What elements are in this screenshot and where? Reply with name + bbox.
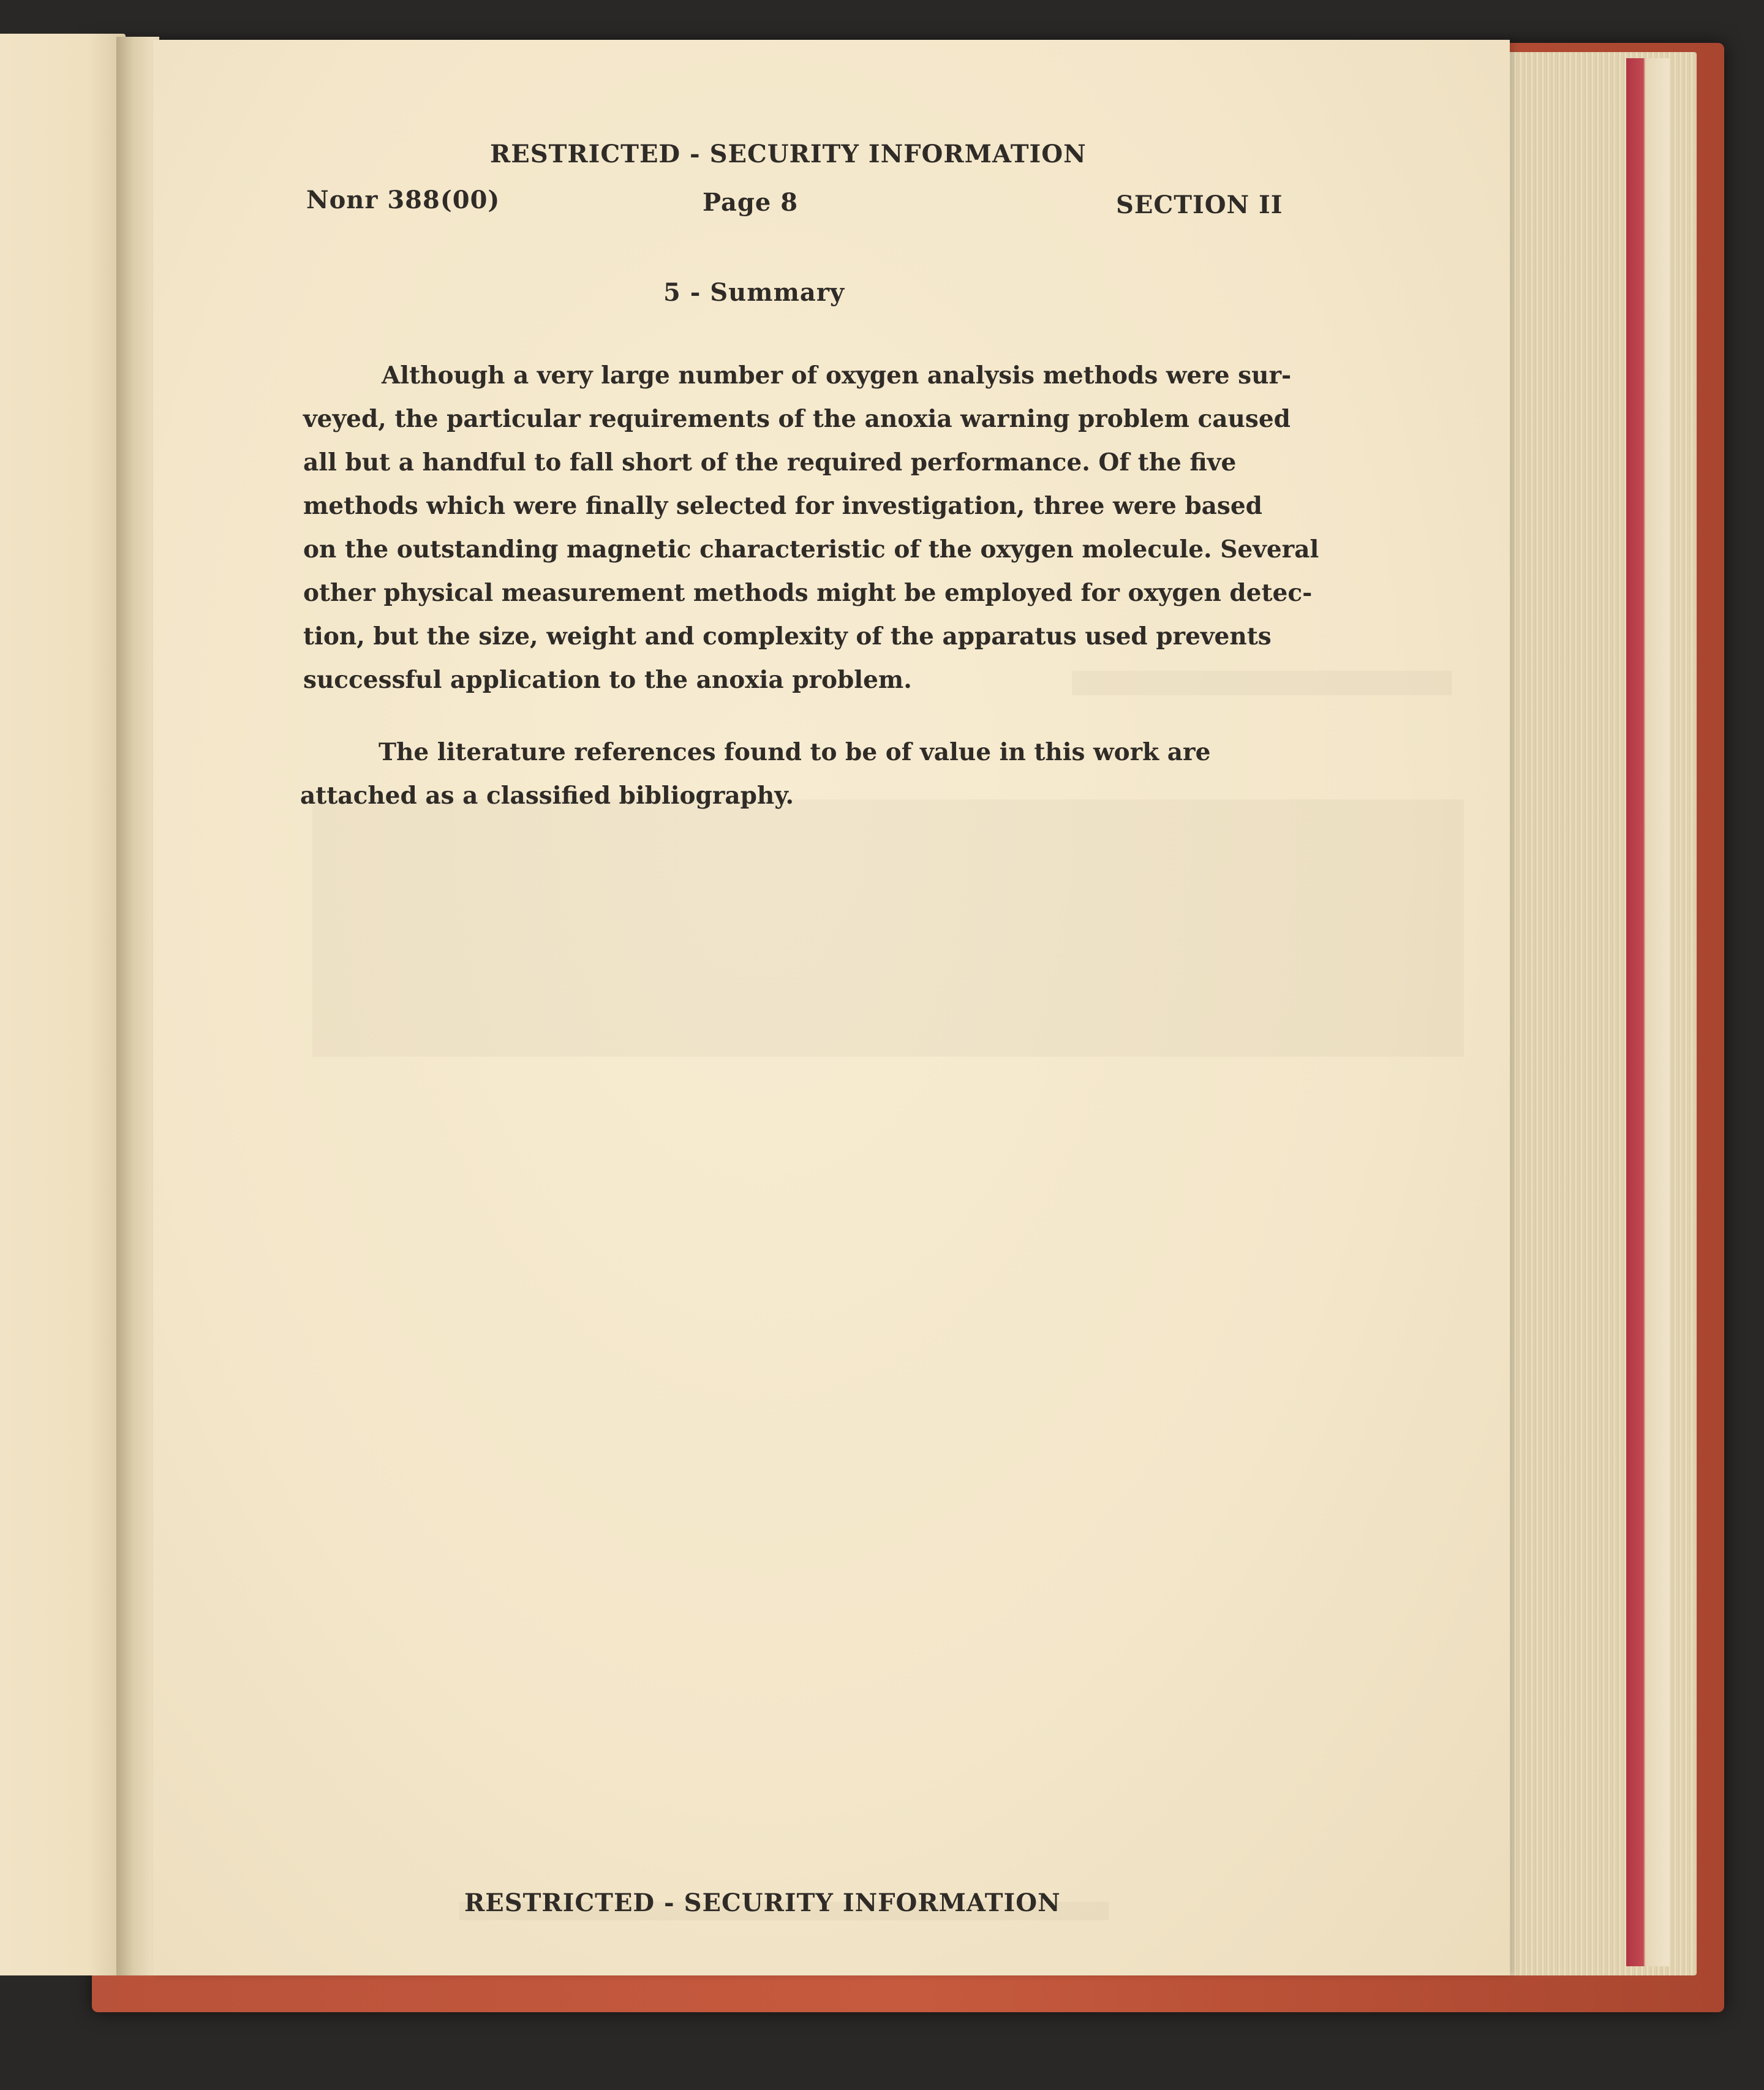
page-number: Page 8	[703, 188, 799, 217]
summary-paragraph	[303, 361, 1319, 709]
paragraph-line: Although a very large number of oxygen analysis methods were sur-	[382, 361, 1292, 390]
security-footer: RESTRICTED - SECURITY INFORMATION	[464, 1888, 1061, 1917]
left-page	[0, 34, 126, 1975]
paragraph-line: methods which were finally selected for investigation, three were based	[303, 492, 1262, 520]
paragraph-line: tion, but the size, weight and complexity of the apparatus used prevents	[303, 622, 1272, 651]
document-page	[153, 40, 1510, 1975]
paragraph-line: other physical measurement methods might be employed for oxygen detec-	[303, 579, 1313, 607]
paragraph-line: all but a handful to fall short of the required performance. Of the five	[303, 448, 1237, 477]
bleed-through-mark	[312, 799, 1464, 1057]
paragraph-line: The literature references found to be of value in this work are	[379, 738, 1211, 766]
security-header: RESTRICTED - SECURITY INFORMATION	[490, 140, 1087, 168]
page-edges-inner	[1626, 58, 1669, 1966]
paragraph-line: veyed, the particular requirements of the anoxia warning problem caused	[303, 405, 1291, 433]
section-label: SECTION II	[1116, 191, 1283, 219]
paragraph-line: on the outstanding magnetic characteristic of the oxygen molecule. Several	[303, 535, 1319, 564]
references-paragraph	[300, 738, 1210, 825]
contract-number: Nonr 388(00)	[306, 186, 500, 214]
section-heading: 5 - Summary	[663, 278, 845, 307]
paragraph-line: attached as a classified bibliography.	[300, 782, 794, 810]
paragraph-line: successful application to the anoxia problem.	[303, 666, 912, 694]
